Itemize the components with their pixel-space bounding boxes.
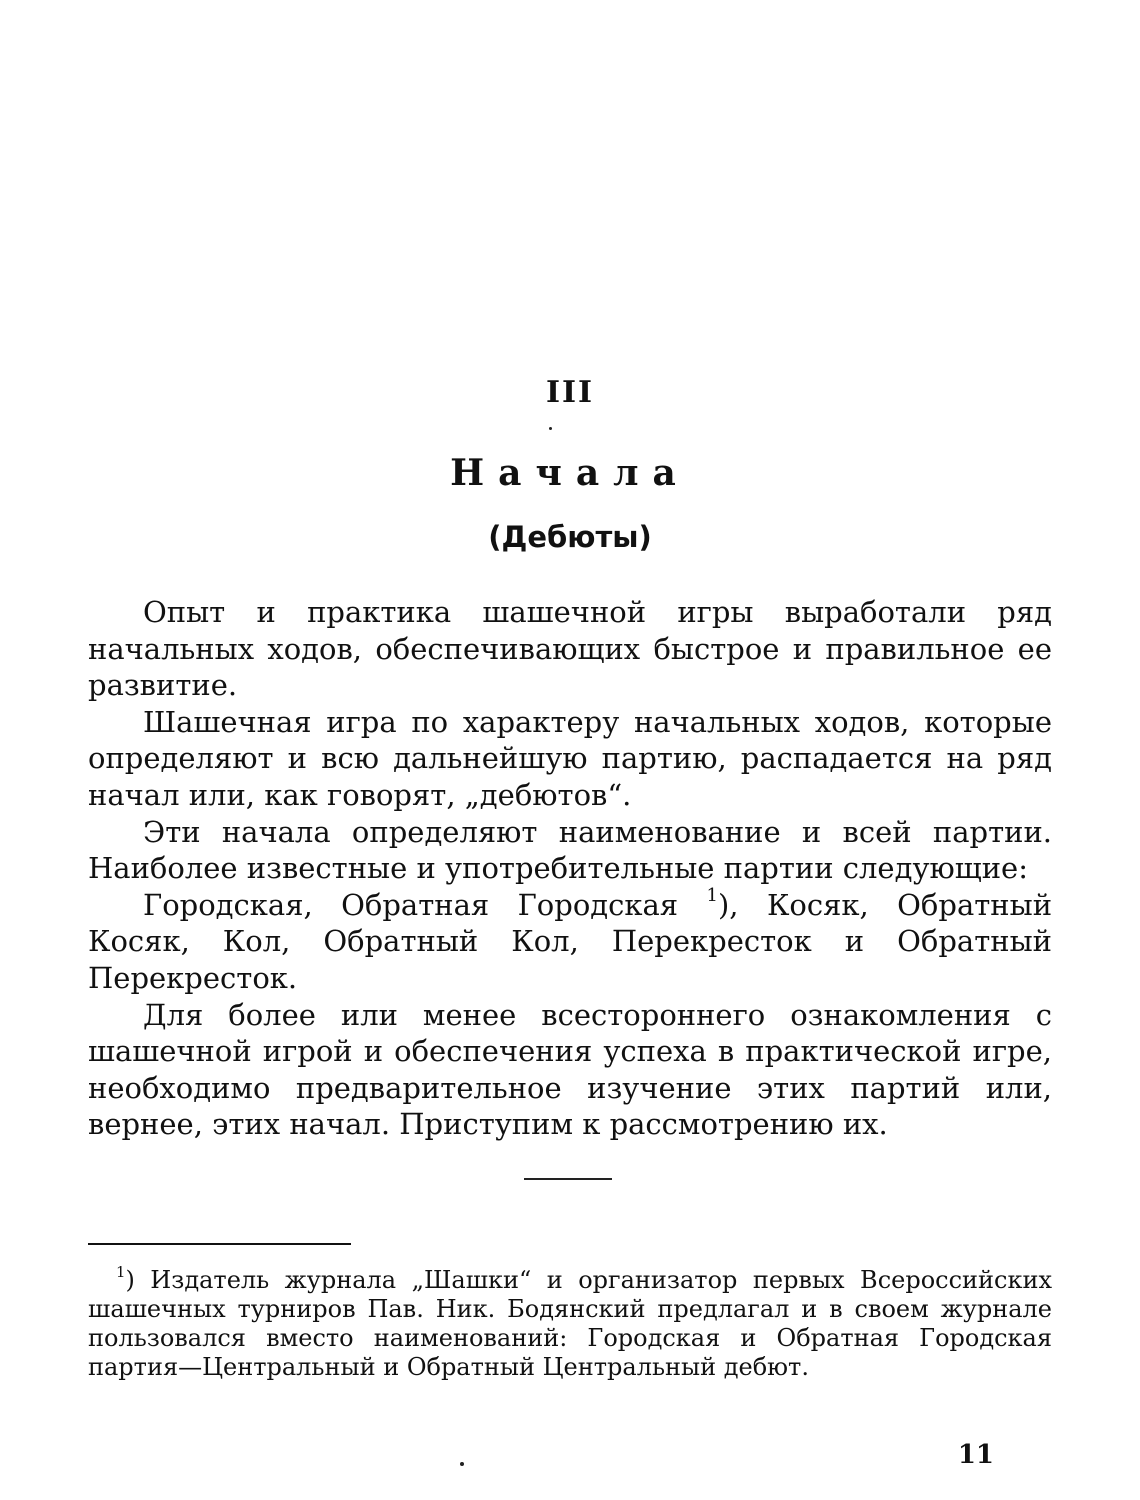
paragraph-2: Шашечная игра по характеру начальных ходов, которые определяют и всю дальнейшую партию, распадается на ряд начал или, как говорят, „дебютов“. [88,704,1052,812]
chapter-body [88,594,1052,1143]
page-number: 11 [957,1440,994,1470]
footnote-reference: 1 [706,885,718,907]
paragraph-4 [88,887,1052,997]
paragraph-4-start: Городская, Обратная Городская [143,887,679,922]
bottom-dot-mark [460,1462,464,1466]
footnote-paragraph [88,1262,1052,1382]
chapter-number: III [545,375,595,410]
footnote-marker: 1 [116,1262,126,1281]
footnote [88,1262,1052,1382]
chapter-title: Начала [450,452,690,494]
section-divider [524,1178,612,1180]
paragraph-5: Для более или менее всестороннего ознакомления с шашечной игрой и обеспечения успеха в практической игре, необходимо предварительное изучение этих партий или, вернее, этих начал. Приступим к рассмотрению их. [88,997,1052,1142]
footnote-rule [88,1243,351,1245]
paragraph-1: Опыт и практика шашечной игры выработали ряд начальных ходов, обеспечивающих быстрое и правильное ее развитие. [88,595,1052,703]
paragraph-3: Эти начала определяют наименование и всей партии. Наиболее известные и употребительные партии следующие: [88,814,1052,886]
paragraph-4-end: ), Косяк, Обратный Косяк, Кол, Обратный Кол, Перекресток и Обратный Перекресток. [88,887,1053,995]
book-page [88,0,1052,1500]
chapter-dot-mark [549,427,552,430]
chapter-subtitle: (Дебюты) [488,520,652,554]
footnote-text: ) Издатель журнала „Шашки“ и организатор первых Всероссийских шашечных турниров Пав. Ник. Бодянский предлагал и в своем журнале пользовался вместо наименований: Городская и Обратная Городская партия—Центральный и Обратный Центральный дебют. [88,1266,1052,1381]
